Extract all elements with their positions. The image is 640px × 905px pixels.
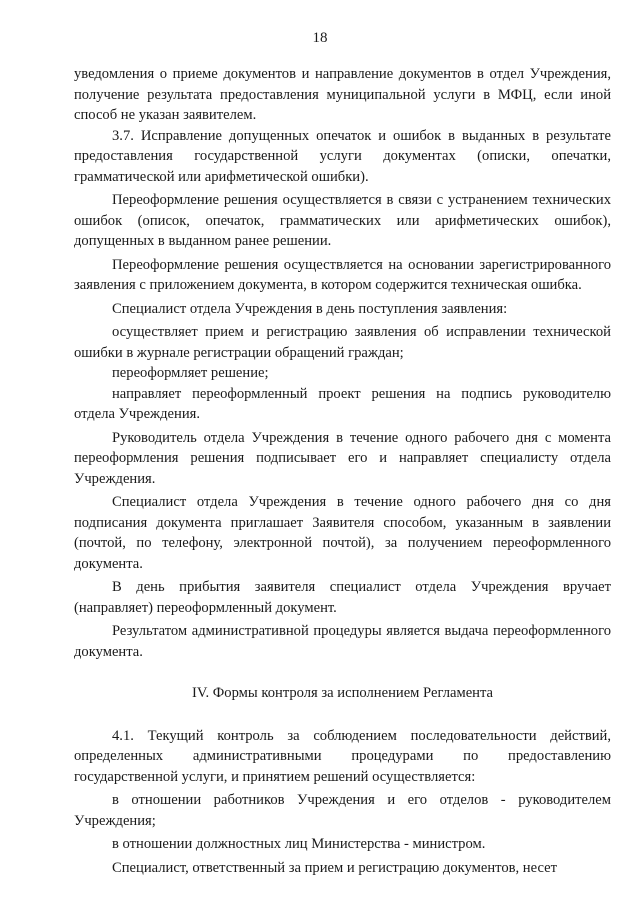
paragraph: Результатом административной процедуры является выдача переоформленного документа. [74, 623, 611, 660]
paragraph: Руководитель отдела Учреждения в течение одного рабочего дня с момента переоформления решения подписывает его и направляет специалисту отдела Учреждения. [74, 429, 611, 487]
section-heading: IV. Формы контроля за исполнением Регламента [191, 685, 494, 701]
paragraph: Переоформление решения осуществляется на основании зарегистрированного заявления с приложением документа, в котором содержится техническая ошибка. [74, 256, 611, 293]
paragraph: осуществляет прием и регистрацию заявления об исправлении технической ошибки в журнале регистрации обращений граждан; [74, 324, 611, 361]
paragraph: Специалист, ответственный за прием и регистрацию документов, несет [112, 859, 557, 876]
page-number: 18 [312, 30, 328, 46]
paragraph: Специалист отдела Учреждения в день поступления заявления: [112, 300, 508, 317]
paragraph: Специалист отдела Учреждения в течение одного рабочего дня со дня подписания документа приглашает Заявителя способом, указанным в заявлении (почтой, по телефону, электронной почтой), за получением переоформленного документа. [74, 494, 611, 572]
paragraph: переоформляет решение; [112, 365, 269, 381]
paragraph: уведомления о приеме документов и направление документов в отдел Учреждения, получение результата предоставления муниципальной услуги в МФЦ, если иной способ не указан заявителем. [74, 66, 611, 123]
document-body [74, 64, 611, 878]
paragraph: в отношении должностных лиц Министерства - министром. [112, 836, 486, 852]
paragraph: Переоформление решения осуществляется в связи с устранением технических ошибок (описок, опечаток, грамматических или арифметических ошибок), допущенных в выданном ранее решении. [74, 192, 611, 249]
paragraph: 3.7. Исправление допущенных опечаток и ошибок в выданных в результате предоставления государственной услуги документах (описки, опечатки, грамматической или арифметической ошибки). [74, 127, 611, 185]
paragraph: в отношении работников Учреждения и его отделов - руководителем Учреждения; [74, 792, 611, 829]
paragraph: В день прибытия заявителя специалист отдела Учреждения вручает (направляет) переоформленный документ. [74, 579, 611, 616]
paragraph: 4.1. Текущий контроль за соблюдением последовательности действий, определенных административными процедурами по предоставлению государственной услуги, и принятием решений осуществляется: [74, 727, 611, 785]
paragraph: направляет переоформленный проект решения на подпись руководителю отдела Учреждения. [74, 385, 611, 422]
